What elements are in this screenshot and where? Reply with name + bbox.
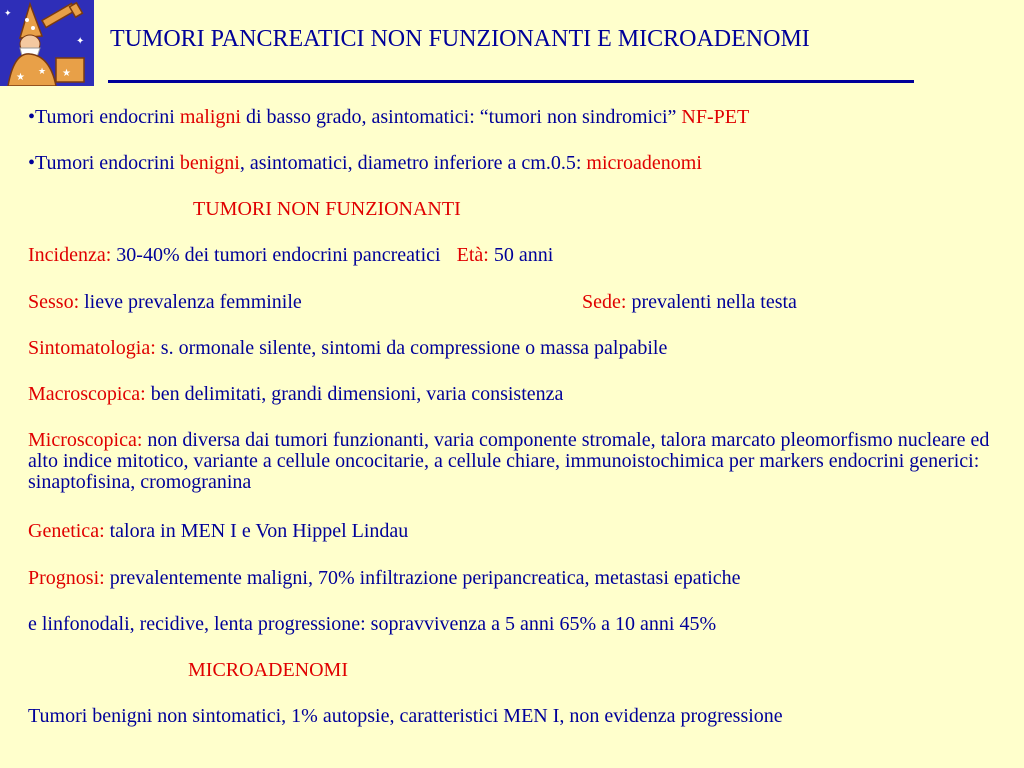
bullet-prefix: •Tumori endocrini bbox=[28, 152, 180, 174]
svg-text:★: ★ bbox=[38, 67, 47, 77]
sesso-row bbox=[28, 291, 1018, 313]
genetica-row bbox=[28, 520, 408, 542]
sede-group bbox=[582, 291, 797, 313]
sintomatologia-label: Sintomatologia: bbox=[28, 337, 156, 359]
section-heading-microadenomi: MICROADENOMI bbox=[188, 659, 348, 681]
highlight-maligni: maligni bbox=[179, 106, 241, 128]
eta-label: Età: bbox=[456, 244, 489, 266]
section-heading-non-funzionanti: TUMORI NON FUNZIONANTI bbox=[193, 198, 461, 220]
prognosi-continuation: e linfonodali, recidive, lenta progressione: sopravvivenza a 5 anni 65% a 10 anni 45% bbox=[28, 613, 717, 635]
incidenza-row bbox=[28, 244, 553, 266]
microscopica-text: non diversa dai tumori funzionanti, varia componente stromale, talora marcato pleomorfismo nucleare ed alto indice mitotico, variante a cellule oncocitarie, a cellule chiare, immunoistochimica per markers endocrini generici: sinaptofisina, cromogranina bbox=[28, 429, 990, 493]
genetica-label: Genetica: bbox=[28, 520, 105, 542]
sede-text: prevalenti nella testa bbox=[626, 291, 797, 313]
svg-text:★: ★ bbox=[62, 68, 71, 79]
eta-text: 50 anni bbox=[488, 244, 554, 266]
incidenza-text: 30-40% dei tumori endocrini pancreatici bbox=[111, 244, 441, 266]
macroscopica-row bbox=[28, 383, 563, 405]
sesso-label: Sesso: bbox=[28, 291, 80, 313]
sesso-text: lieve prevalenza femminile bbox=[79, 291, 302, 313]
sede-label: Sede: bbox=[582, 291, 627, 313]
page-title: TUMORI PANCREATICI NON FUNZIONANTI E MICROADENOMI bbox=[110, 26, 810, 52]
title-divider bbox=[108, 80, 914, 83]
highlight-nf-pet: NF-PET bbox=[681, 106, 750, 128]
sintomatologia-row bbox=[28, 337, 667, 359]
prognosi-label: Prognosi: bbox=[28, 567, 105, 589]
incidenza-label: Incidenza: bbox=[28, 244, 112, 266]
bullet-prefix: •Tumori endocrini bbox=[28, 106, 180, 128]
highlight-benigni: benigni bbox=[179, 152, 240, 174]
bullet-benigni bbox=[28, 152, 702, 174]
svg-text:★: ★ bbox=[16, 72, 25, 83]
bullet-text: , asintomatici, diametro inferiore a cm.0.5: bbox=[239, 152, 587, 174]
bullet-maligni bbox=[28, 106, 749, 128]
microscopica-label: Microscopica: bbox=[28, 429, 143, 451]
wizard-logo-icon bbox=[0, 0, 94, 86]
svg-text:✦: ✦ bbox=[4, 9, 12, 19]
macroscopica-label: Macroscopica: bbox=[28, 383, 146, 405]
genetica-text: talora in MEN I e Von Hippel Lindau bbox=[104, 520, 409, 542]
highlight-microadenomi: microadenomi bbox=[586, 152, 702, 174]
svg-text:✦: ✦ bbox=[76, 36, 85, 47]
macroscopica-text: ben delimitati, grandi dimensioni, varia consistenza bbox=[145, 383, 564, 405]
microscopica-paragraph bbox=[28, 430, 1003, 493]
microadenomi-text: Tumori benigni non sintomatici, 1% autopsie, caratteristici MEN I, non evidenza progressione bbox=[28, 705, 783, 727]
sintomatologia-text: s. ormonale silente, sintomi da compressione o massa palpabile bbox=[155, 337, 668, 359]
prognosi-row bbox=[28, 567, 741, 589]
prognosi-text: prevalentemente maligni, 70% infiltrazione peripancreatica, metastasi epatiche bbox=[104, 567, 741, 589]
bullet-text: di basso grado, asintomatici: “tumori non sindromici” bbox=[240, 106, 682, 128]
